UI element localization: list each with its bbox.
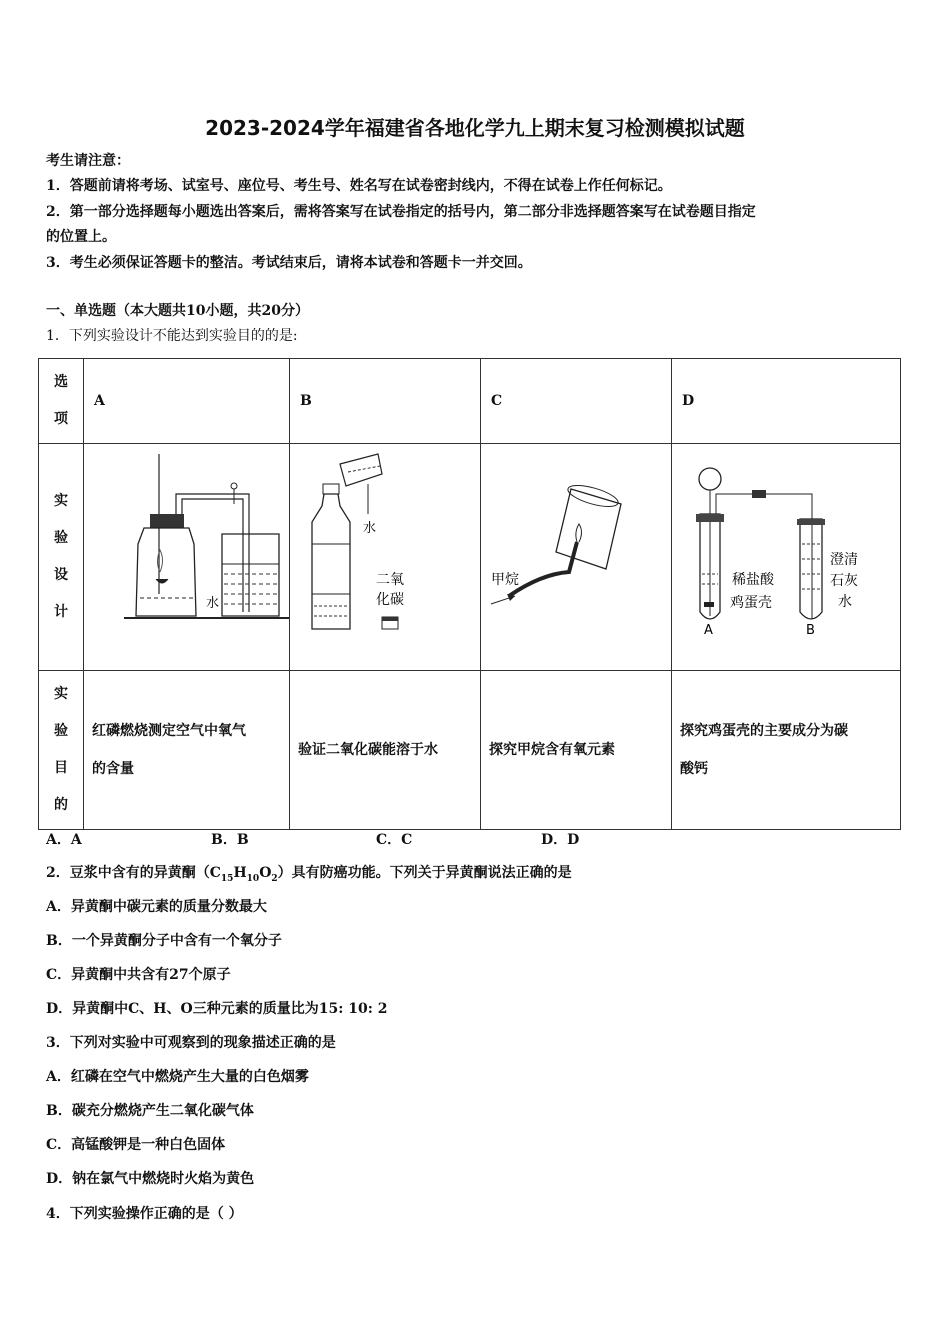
notice-item: 1．答题前请将考场、试室号、座位号、考生号、姓名写在试卷密封线内，不得在试卷上作任何标记。 [46, 178, 672, 194]
co2-bottle-figure [290, 444, 480, 666]
question-stem: 1．下列实验设计不能达到实验目的的是: [46, 328, 298, 344]
figure-d-shell-label: 鸡蛋壳 [730, 595, 772, 611]
answer-option[interactable]: A．红磷在空气中燃烧产生大量的白色烟雾 [46, 1069, 309, 1085]
header-a: A [84, 359, 290, 444]
figure-b-co2-label-2: 化碳 [376, 592, 404, 608]
q1-table [38, 358, 901, 830]
answer-option[interactable]: B．一个异黄酮分子中含有一个氧分子 [46, 933, 282, 949]
figure-d-tube-b-label: B [806, 623, 815, 638]
methane-beaker-figure [481, 444, 671, 666]
answer-option[interactable]: D．异黄酮中C、H、O三种元素的质量比为15: 10: 2 [46, 1001, 388, 1017]
figure-b-water-label: 水 [363, 521, 377, 536]
figure-d-tube-a-label: A [704, 623, 713, 638]
header-c: C [481, 359, 672, 444]
header-d: D [672, 359, 901, 444]
answer-option-b[interactable]: B．B [211, 832, 249, 848]
section-heading: 一、单选题（本大题共10小题，共20分） [46, 303, 309, 319]
question-stem: 2．豆浆中含有的异黄酮$(C_{15}H_{10}O_2)$具有防癌功能。下列关于异黄酮说法正确的是 [46, 865, 572, 884]
answer-option[interactable]: C．高锰酸钾是一种白色固体 [46, 1137, 226, 1153]
answer-option[interactable]: B．碳充分燃烧产生二氧化碳气体 [46, 1103, 254, 1119]
answer-option[interactable]: C．异黄酮中共含有27个原子 [46, 967, 231, 983]
figure-d-cell [672, 444, 901, 671]
figure-b-co2-label-1: 二氧 [376, 572, 404, 588]
header-b: B [290, 359, 481, 444]
notice-heading: 考生请注意： [46, 153, 130, 169]
purpose-d: 探究鸡蛋壳的主要成分为碳 酸钙 [672, 671, 901, 830]
eggshell-test-figure [672, 444, 900, 666]
figure-c-methane-label: 甲烷 [491, 572, 519, 588]
purpose-b: 验证二氧化碳能溶于水 [290, 671, 481, 830]
notice-item: 2．第一部分选择题每小题选出答案后，需将答案写在试卷指定的括号内，第二部分非选择题答案写在试卷题目指定 [46, 204, 756, 220]
answer-option-c[interactable]: C．C [376, 832, 413, 848]
answer-option[interactable]: A．异黄酮中碳元素的质量分数最大 [46, 899, 267, 915]
question-stem: 3．下列对实验中可观察到的现象描述正确的是 [46, 1035, 336, 1051]
figure-d-acid-label: 稀盐酸 [732, 572, 774, 588]
row-label-purpose: 实 验 目 的 [39, 671, 84, 830]
purpose-c: 探究甲烷含有氧元素 [481, 671, 672, 830]
figure-a-water-label: 水 [206, 596, 220, 611]
answer-option-a[interactable]: A．A [46, 832, 82, 848]
answer-option-d[interactable]: D．D [541, 832, 580, 848]
row-label-option: 选 项 [39, 359, 84, 444]
figure-c-cell [481, 444, 672, 671]
figure-d-lime-label-1: 澄清 [830, 552, 858, 568]
phosphorus-apparatus-figure [84, 444, 289, 666]
figure-a-cell [84, 444, 290, 671]
notice-item: 3．考生必须保证答题卡的整洁。考试结束后，请将本试卷和答题卡一并交回。 [46, 255, 532, 271]
chemical-formula: $C_{15}H_{10}O_2$ [209, 865, 278, 884]
question-stem: 4．下列实验操作正确的是（ ） [46, 1206, 243, 1222]
figure-d-lime-label-2: 石灰 [830, 573, 858, 589]
notice-item: 的位置上。 [46, 229, 116, 245]
row-label-design: 实 验 设 计 [39, 444, 84, 671]
figure-d-lime-label-3: 水 [838, 594, 852, 610]
purpose-a: 红磷燃烧测定空气中氧气 的含量 [84, 671, 290, 830]
figure-b-cell [290, 444, 481, 671]
answer-option[interactable]: D．钠在氯气中燃烧时火焰为黄色 [46, 1171, 255, 1187]
page-title: 2023-2024学年福建省各地化学九上期末复习检测模拟试题 [205, 116, 745, 140]
